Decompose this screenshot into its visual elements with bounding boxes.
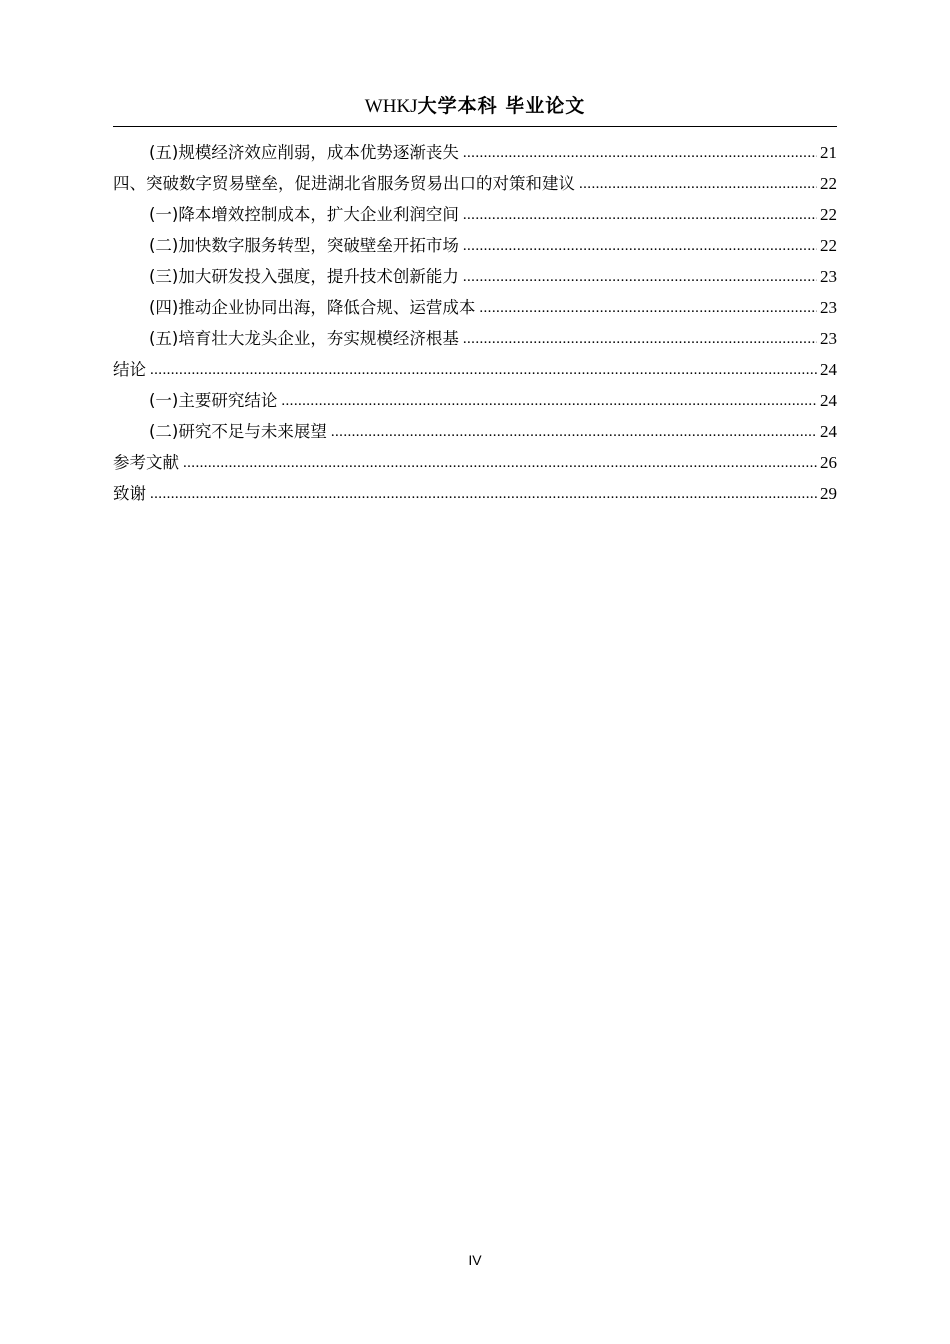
toc-leader-dots	[183, 450, 817, 476]
toc-entry[interactable]	[113, 171, 837, 202]
toc-entry-title: 结论	[113, 360, 146, 379]
toc-entry-title: (二)研究不足与未来展望	[149, 422, 327, 441]
toc-leader-dots	[463, 264, 817, 290]
toc-entry-title: (三)加大研发投入强度，提升技术创新能力	[149, 267, 459, 286]
toc-leader-dots	[331, 419, 817, 445]
toc-leader-dots	[150, 481, 817, 507]
toc-entry-title: (二)加快数字服务转型，突破壁垒开拓市场	[149, 236, 459, 255]
toc-entry[interactable]	[113, 202, 837, 233]
toc-leader-dots	[281, 388, 817, 414]
toc-entry-page: 21	[820, 143, 837, 162]
toc-leader-dots	[479, 295, 817, 321]
header-rule	[113, 126, 837, 127]
toc-entry[interactable]	[113, 326, 837, 357]
toc-entry-page: 22	[820, 236, 837, 255]
toc-entry-title: (四)推动企业协同出海，降低合规、运营成本	[149, 298, 476, 317]
toc-entry[interactable]	[113, 295, 837, 326]
header-title-latin: WHKJ	[364, 96, 418, 117]
toc-entry-title: (一)降本增效控制成本，扩大企业利润空间	[149, 205, 459, 224]
toc-entry[interactable]	[113, 233, 837, 264]
page-number: IV	[468, 1252, 482, 1268]
toc-entry[interactable]	[113, 140, 837, 171]
toc-entry-title: (五)规模经济效应削弱，成本优势逐渐丧失	[149, 143, 459, 162]
toc-entry-page: 23	[820, 298, 837, 317]
toc-leader-dots	[463, 233, 817, 259]
toc-entry[interactable]	[113, 419, 837, 450]
toc-entry-page: 24	[820, 360, 837, 379]
toc-entry-page: 24	[820, 422, 837, 441]
toc-entry-page: 26	[820, 453, 837, 472]
toc-entry[interactable]	[113, 264, 837, 295]
toc-entry[interactable]	[113, 481, 837, 512]
toc-entry[interactable]	[113, 388, 837, 419]
toc-entry-title: 致谢	[113, 484, 146, 503]
toc-entry-page: 22	[820, 205, 837, 224]
header-title-cjk: 大学本科 毕业论文	[417, 95, 586, 117]
toc-leader-dots	[463, 202, 817, 228]
toc-entry-page: 24	[820, 391, 837, 410]
toc-entry-title: 参考文献	[113, 453, 179, 472]
toc-entry-title: (五)培育壮大龙头企业，夯实规模经济根基	[149, 329, 459, 348]
toc-entry-page: 22	[820, 174, 837, 193]
toc-leader-dots	[579, 171, 817, 197]
page-header	[113, 94, 837, 118]
toc-entry-page: 23	[820, 267, 837, 286]
toc-entry-title: 四、突破数字贸易壁垒，促进湖北省服务贸易出口的对策和建议	[113, 174, 575, 193]
toc-entry-page: 23	[820, 329, 837, 348]
toc-entry[interactable]	[113, 450, 837, 481]
table-of-contents	[113, 140, 837, 512]
toc-entry-title: (一)主要研究结论	[149, 391, 278, 410]
toc-entry[interactable]	[113, 357, 837, 388]
toc-leader-dots	[463, 326, 817, 352]
toc-leader-dots	[463, 140, 817, 166]
toc-entry-page: 29	[820, 484, 837, 503]
toc-leader-dots	[150, 357, 817, 383]
